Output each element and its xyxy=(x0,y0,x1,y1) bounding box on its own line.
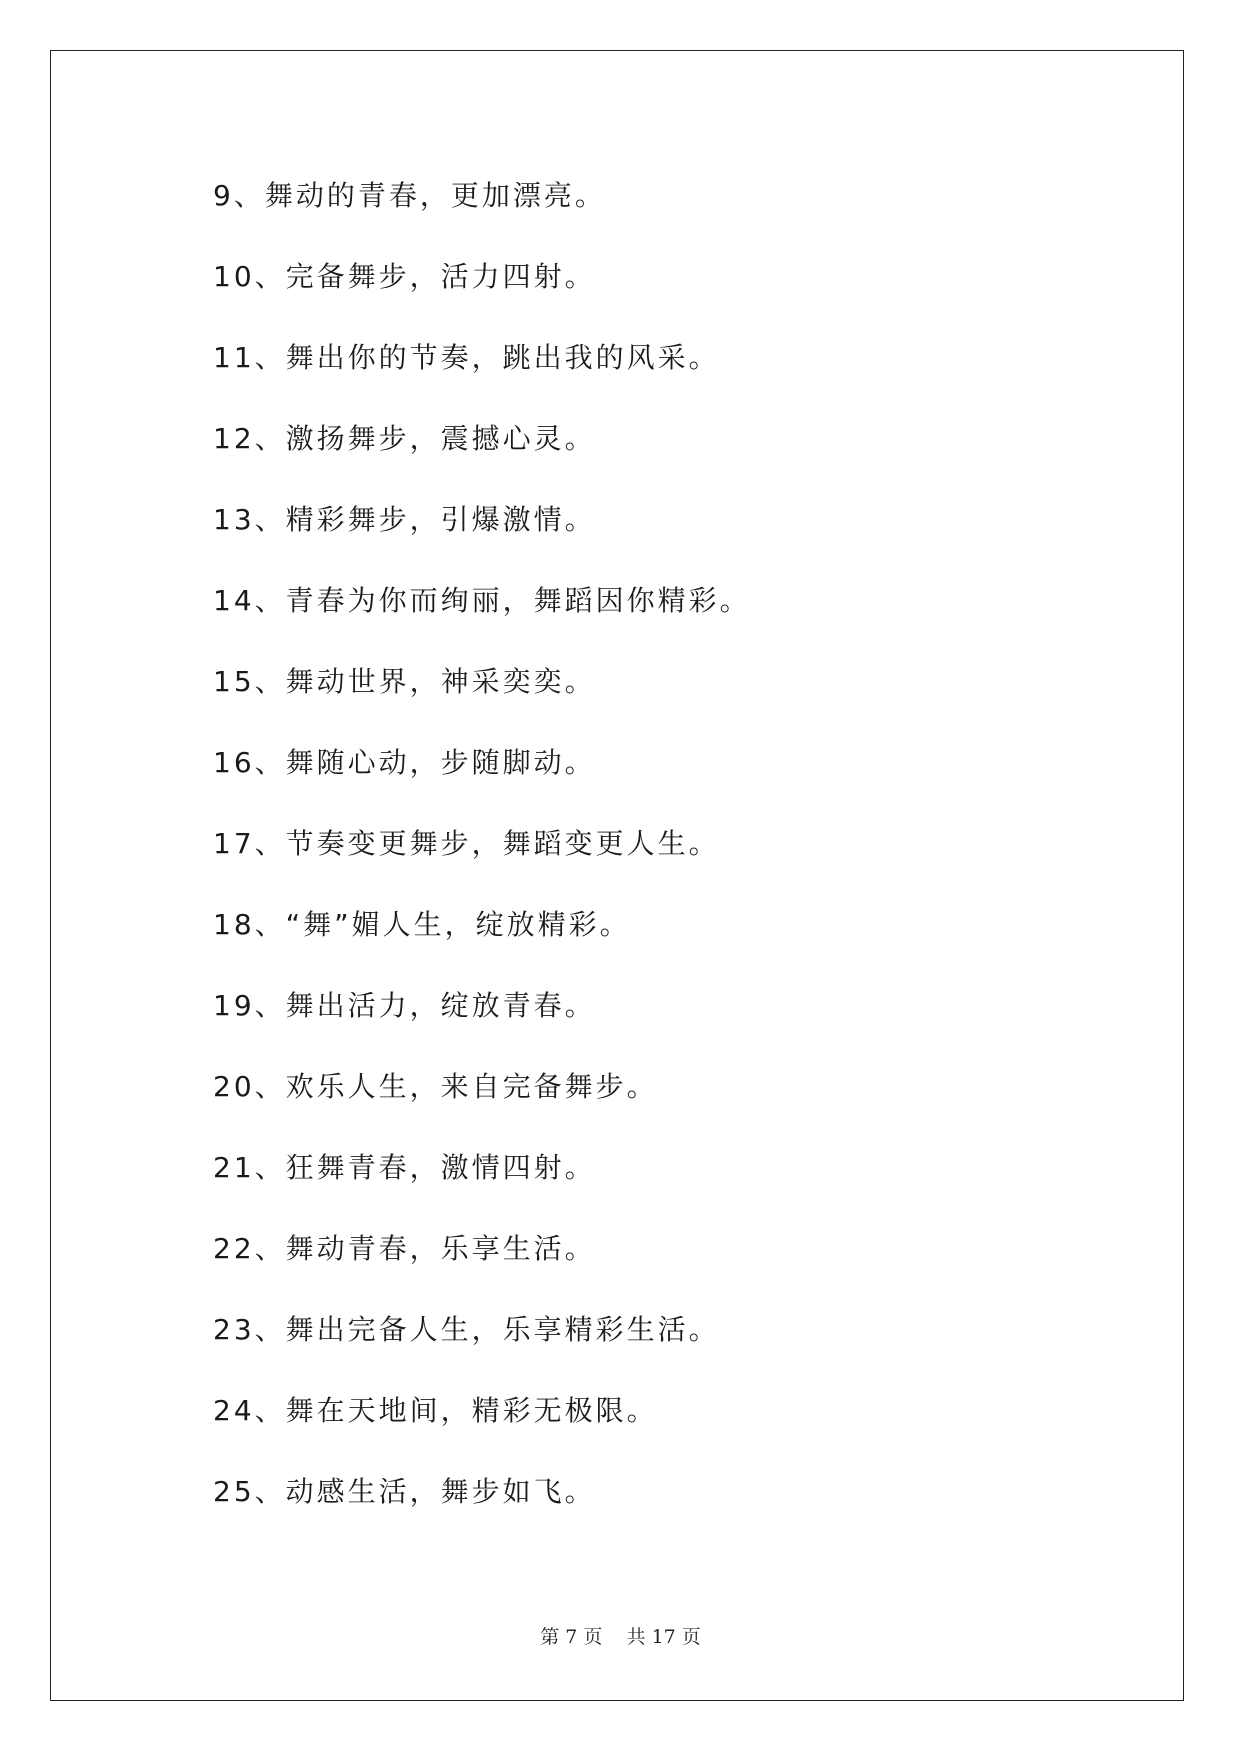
slogan-line: 13、精彩舞步，引爆激情。 xyxy=(213,503,596,536)
slogan-line: 22、舞动青春，乐享生活。 xyxy=(213,1232,596,1265)
slogan-list xyxy=(213,166,751,1543)
slogan-line: 15、舞动世界，神采奕奕。 xyxy=(213,665,596,698)
slogan-line: 14、青春为你而绚丽，舞蹈因你精彩。 xyxy=(213,584,751,617)
slogan-line: 21、狂舞青春，激情四射。 xyxy=(213,1151,596,1184)
slogan-line: 20、欢乐人生，来自完备舞步。 xyxy=(213,1070,658,1103)
slogan-line: 25、动感生活，舞步如飞。 xyxy=(213,1475,596,1508)
slogan-line: 11、舞出你的节奏，跳出我的风采。 xyxy=(213,341,720,374)
slogan-line: 9、舞动的青春，更加漂亮。 xyxy=(213,179,606,212)
slogan-line: 10、完备舞步，活力四射。 xyxy=(213,260,596,293)
slogan-line: 18、“舞”媚人生，绽放精彩。 xyxy=(213,908,631,941)
slogan-line: 12、激扬舞步，震撼心灵。 xyxy=(213,422,596,455)
slogan-line: 17、节奏变更舞步，舞蹈变更人生。 xyxy=(213,827,720,860)
slogan-line: 19、舞出活力，绽放青春。 xyxy=(213,989,596,1022)
slogan-line: 23、舞出完备人生，乐享精彩生活。 xyxy=(213,1313,720,1346)
page-number-footer: 第 7 页 共 17 页 xyxy=(540,1626,701,1648)
slogan-line: 16、舞随心动，步随脚动。 xyxy=(213,746,596,779)
slogan-line: 24、舞在天地间，精彩无极限。 xyxy=(213,1394,658,1427)
